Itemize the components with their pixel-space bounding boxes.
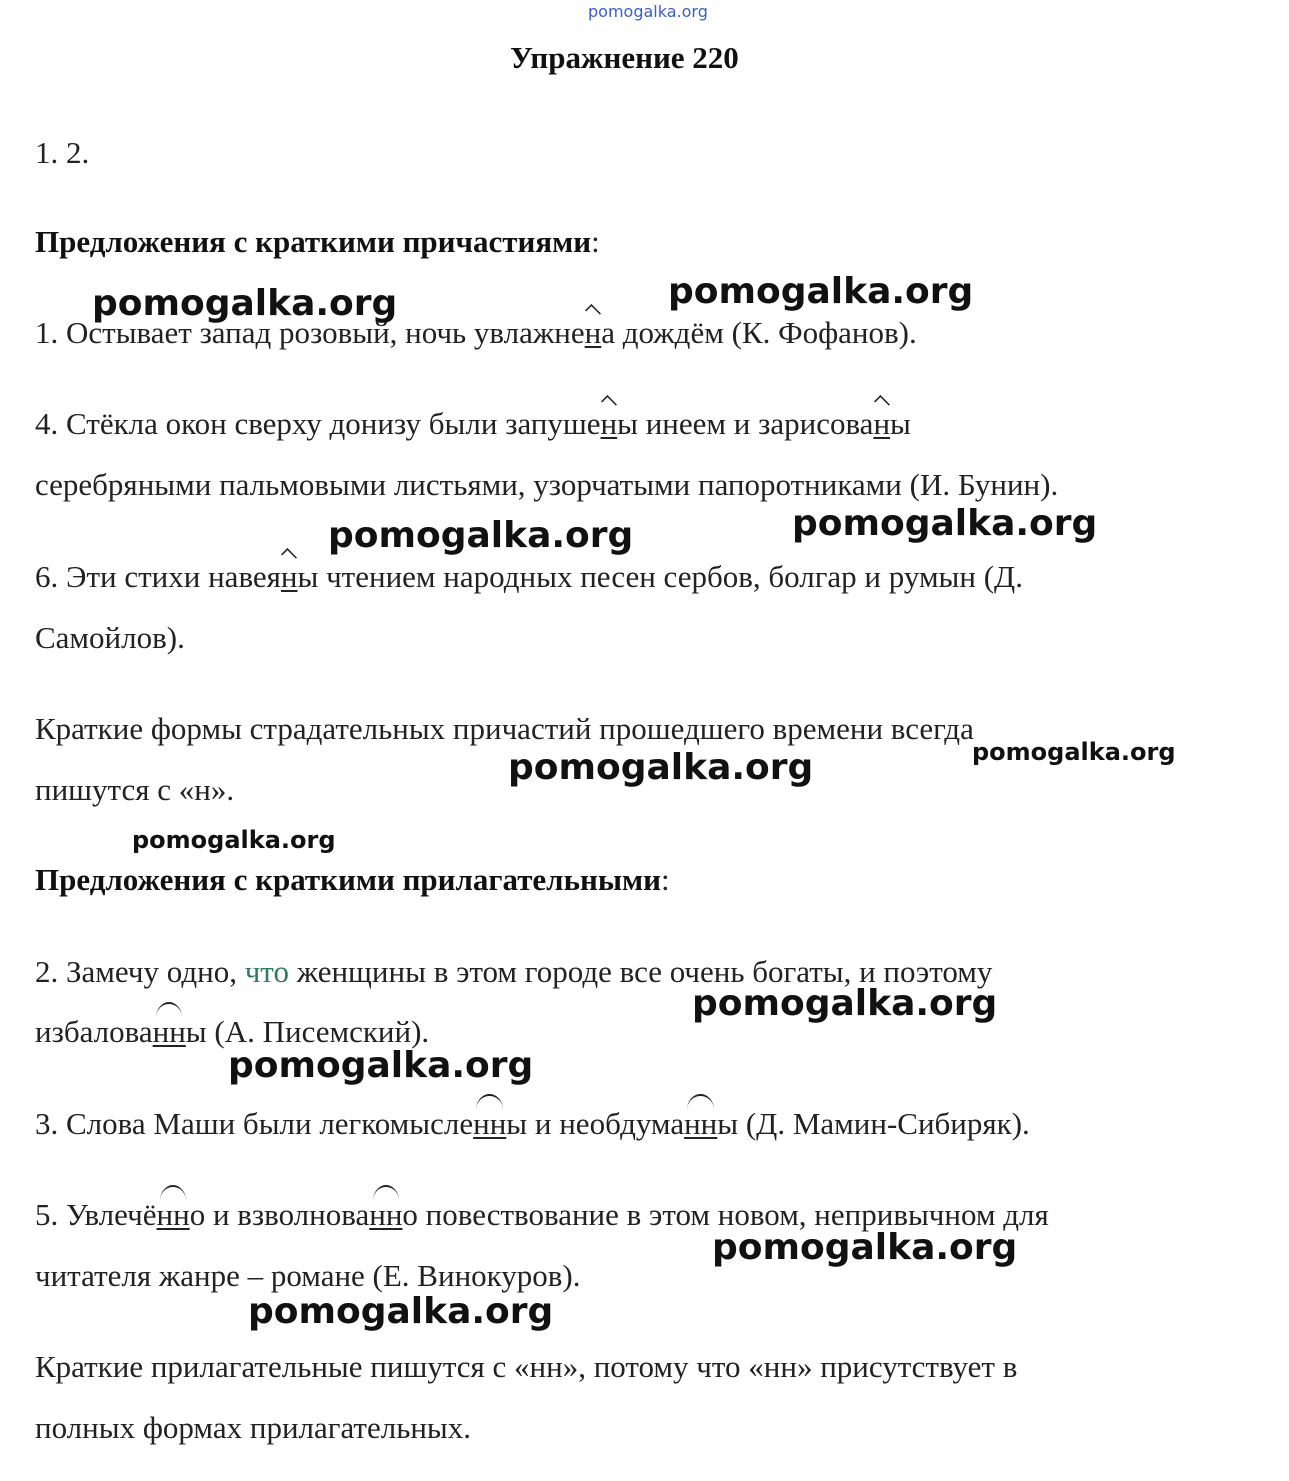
sentence-4-line1 (35, 408, 911, 439)
rule-adjectives-line1: Краткие прилагательные пишутся с «нн», потому что «нн» присутствует в (35, 1349, 1018, 1384)
heading-colon: : (591, 224, 600, 259)
text-part: ы и необдума (506, 1106, 685, 1141)
rule-participles-line1: Краткие формы страдательных причастий прошедшего времени всегда (35, 711, 974, 746)
sentence-2-line2 (35, 1016, 429, 1047)
marked-letters: нн (369, 1197, 403, 1232)
watermark: pomogalka.org (972, 738, 1176, 766)
section-participles-heading (35, 226, 600, 257)
text-part: 1. Остывает запад розовый, ночь увлажне (35, 315, 585, 350)
text-part: 6. Эти стихи навея (35, 559, 281, 594)
watermark: pomogalka.org (248, 1291, 554, 1332)
watermark: pomogalka.org (228, 1045, 534, 1086)
rule-adjectives-line2: полных формах прилагательных. (35, 1410, 472, 1445)
marked-letter: н (280, 559, 298, 594)
marked-letter: н (584, 315, 602, 350)
heading-text: Предложения с краткими причастиями (35, 224, 592, 259)
marked-letter: н (873, 406, 891, 441)
sentence-6-line2: Самойлов). (35, 620, 185, 655)
text-part: ы (А. Писемский). (185, 1014, 430, 1049)
marked-letters: нн (473, 1106, 507, 1141)
text-part: а дождём (К. Фофанов). (601, 315, 917, 350)
watermark: pomogalka.org (792, 503, 1098, 544)
task-numbers: 1. 2. (35, 135, 90, 170)
highlighted-word: что (244, 954, 289, 989)
section-adjectives-heading (35, 864, 670, 895)
text-part: 5. Увлечё (35, 1197, 157, 1232)
sentence-3 (35, 1108, 1030, 1139)
text-part: 3. Слова Маши были легкомысле (35, 1106, 474, 1141)
text-part: ы (Д. Мамин-Сибиряк). (717, 1106, 1030, 1141)
marked-letters: нн (152, 1014, 186, 1049)
watermark: pomogalka.org (92, 283, 398, 324)
text-part: о повествование в этом новом, непривычном для (402, 1197, 1049, 1232)
page-title: Упражнение 220 (510, 40, 739, 75)
sentence-6-line1 (35, 561, 1023, 592)
watermark: pomogalka.org (692, 983, 998, 1024)
sentence-5-line2: читателя жанре – романе (Е. Винокуров). (35, 1258, 581, 1293)
watermark: pomogalka.org (328, 515, 634, 556)
rule-participles-line2: пишутся с «н». (35, 772, 235, 807)
text-part: 2. Замечу одно, (35, 954, 245, 989)
watermark: pomogalka.org (508, 747, 814, 788)
watermark: pomogalka.org (712, 1227, 1018, 1268)
sentence-4-line2: серебряными пальмовыми листьями, узорчатыми папоротниками (И. Бунин). (35, 467, 1059, 502)
watermark: pomogalka.org (668, 271, 974, 312)
text-part: ы инеем и зарисова (617, 406, 874, 441)
text-part: ы чтением народных песен сербов, болгар и румын (Д. (297, 559, 1023, 594)
text-part: избалова (35, 1014, 153, 1049)
heading-text: Предложения с краткими прилагательными (35, 862, 662, 897)
text-part: женщины в этом городе все очень богаты, и поэтому (288, 954, 993, 989)
text-part: о и взволнова (189, 1197, 370, 1232)
heading-colon: : (661, 862, 670, 897)
marked-letters: нн (684, 1106, 718, 1141)
top-watermark: pomogalka.org (588, 2, 708, 21)
text-part: ы (890, 406, 911, 441)
marked-letter: н (600, 406, 618, 441)
sentence-5-line1 (35, 1199, 1049, 1230)
marked-letters: нн (156, 1197, 190, 1232)
watermark: pomogalka.org (132, 826, 336, 854)
text-part: 4. Стёкла окон сверху донизу были запуше (35, 406, 601, 441)
